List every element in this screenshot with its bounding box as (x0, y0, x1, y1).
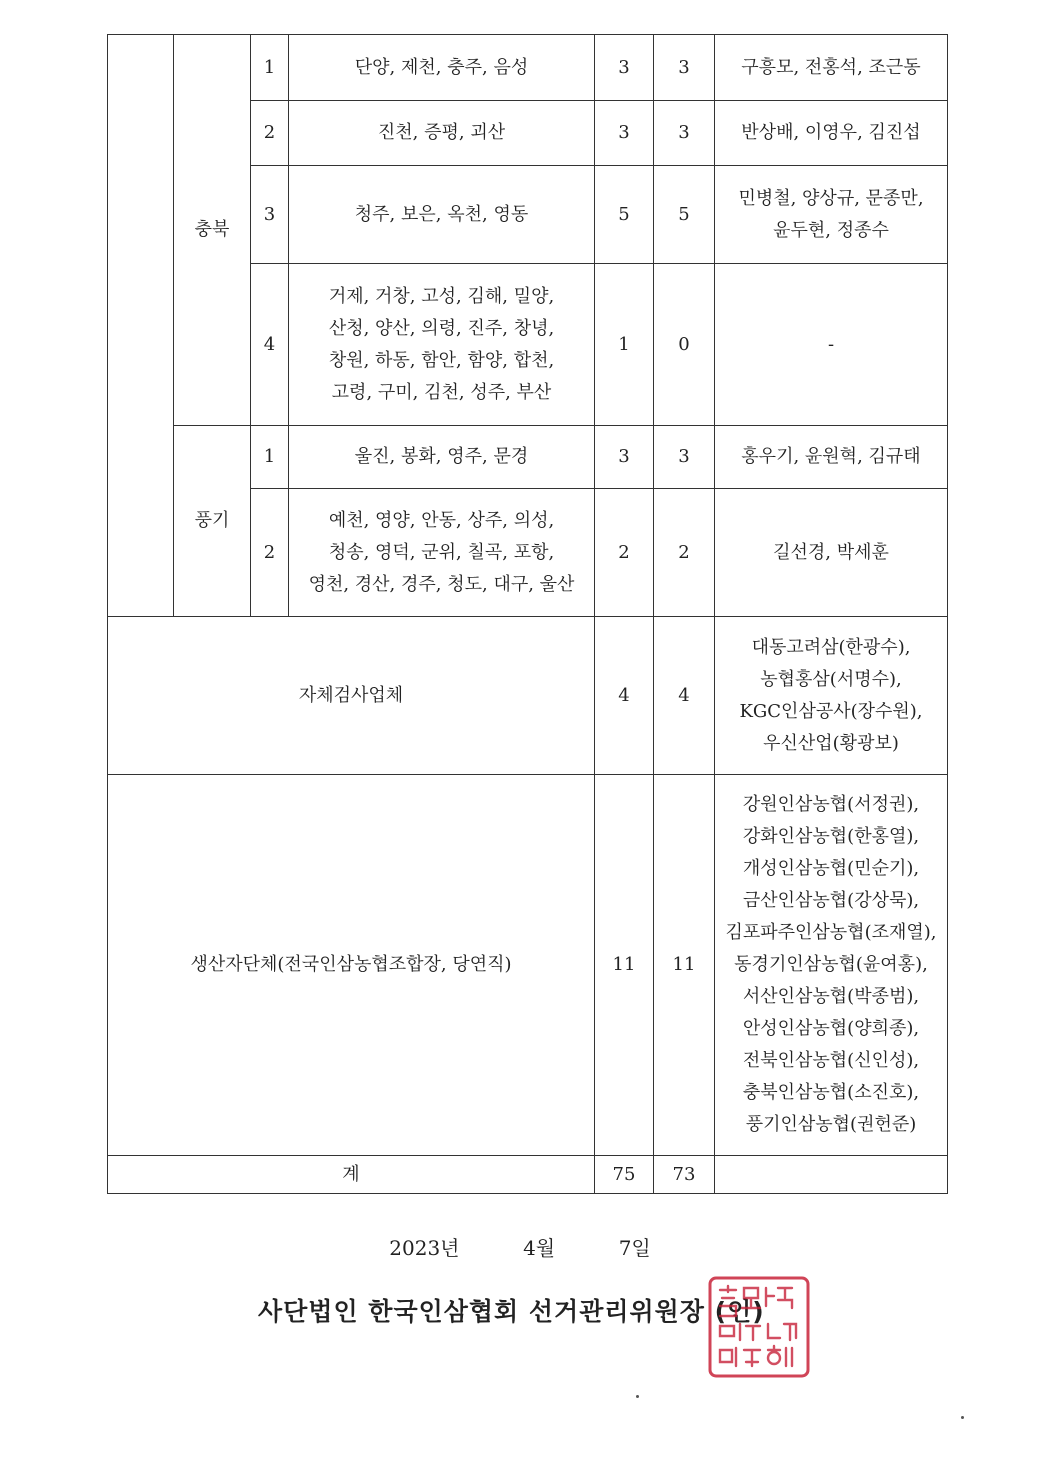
signature-line: 사단법인 한국인삼협회 선거관리위원장 (인) (258, 1297, 765, 1326)
elected-names: 민병철, 양상규, 문종만, 윤두현, 정종수 (715, 166, 948, 264)
district-no: 4 (251, 264, 289, 426)
elected-names: - (715, 264, 948, 426)
elected-count: 4 (654, 617, 715, 775)
company-label: 자체검사업체 (108, 617, 595, 775)
total-names-blank (715, 1156, 948, 1194)
table-row (108, 35, 948, 101)
total-elected: 73 (654, 1156, 715, 1194)
producer-label: 생산자단체(전국인삼농협조합장, 당연직) (108, 775, 595, 1156)
quota-count: 11 (595, 775, 654, 1156)
table-row-total (108, 1156, 948, 1194)
table-row-producer (108, 775, 948, 1156)
scan-speck (961, 1416, 964, 1419)
document-date: 2023년 4월 7일 (389, 1236, 651, 1260)
elected-count: 3 (654, 426, 715, 489)
elected-count: 3 (654, 35, 715, 101)
quota-count: 2 (595, 489, 654, 617)
elected-count: 2 (654, 489, 715, 617)
election-result-table (107, 34, 948, 1194)
district-no: 2 (251, 489, 289, 617)
district-no: 1 (251, 35, 289, 101)
district-areas: 울진, 봉화, 영주, 문경 (289, 426, 595, 489)
district-no: 2 (251, 101, 289, 166)
district-areas: 청주, 보은, 옥천, 영동 (289, 166, 595, 264)
elected-count: 5 (654, 166, 715, 264)
district-areas: 예천, 영양, 안동, 상주, 의성, 청송, 영덕, 군위, 칠곡, 포항, 영천, 경산, 경주, 청도, 대구, 울산 (289, 489, 595, 617)
official-seal-stamp (706, 1274, 812, 1380)
district-no: 3 (251, 166, 289, 264)
quota-count: 3 (595, 426, 654, 489)
quota-count: 5 (595, 166, 654, 264)
quota-count: 3 (595, 101, 654, 166)
district-no: 1 (251, 426, 289, 489)
elected-names: 반상배, 이영우, 김진섭 (715, 101, 948, 166)
group-cell-punggi: 풍기 (174, 426, 251, 617)
district-areas: 진천, 증평, 괴산 (289, 101, 595, 166)
elected-names: 길선경, 박세훈 (715, 489, 948, 617)
elected-names: 구흥모, 전홍석, 조근동 (715, 35, 948, 101)
district-areas: 거제, 거창, 고성, 김해, 밀양, 산청, 양산, 의령, 진주, 창녕, 창원, 하동, 함안, 함양, 합천, 고령, 구미, 김천, 성주, 부산 (289, 264, 595, 426)
elected-names: 대동고려삼(한광수), 농협홍삼(서명수), KGC인삼공사(장수원), 우신산업(황광보) (715, 617, 948, 775)
quota-count: 3 (595, 35, 654, 101)
elected-names: 강원인삼농협(서정권), 강화인삼농협(한홍열), 개성인삼농협(민순기), 금산인삼농협(강상묵), 김포파주인삼농협(조재열), 동경기인삼농협(윤여홍), 서산인삼농협(박종범), 안성인삼농협(양희종), 전북인삼농협(신인성), 충북인삼농협(소진호), 풍기인삼농협(권헌준) (715, 775, 948, 1156)
region-blank-cell (108, 35, 174, 617)
scan-speck (636, 1395, 639, 1398)
table-row (108, 426, 948, 489)
elected-count: 0 (654, 264, 715, 426)
elected-names: 홍우기, 윤원혁, 김규태 (715, 426, 948, 489)
quota-count: 4 (595, 617, 654, 775)
total-label: 계 (108, 1156, 595, 1194)
district-areas: 단양, 제천, 충주, 음성 (289, 35, 595, 101)
total-quota: 75 (595, 1156, 654, 1194)
elected-count: 3 (654, 101, 715, 166)
elected-count: 11 (654, 775, 715, 1156)
table-row-company (108, 617, 948, 775)
group-cell-chungbuk: 충북 (174, 35, 251, 426)
quota-count: 1 (595, 264, 654, 426)
